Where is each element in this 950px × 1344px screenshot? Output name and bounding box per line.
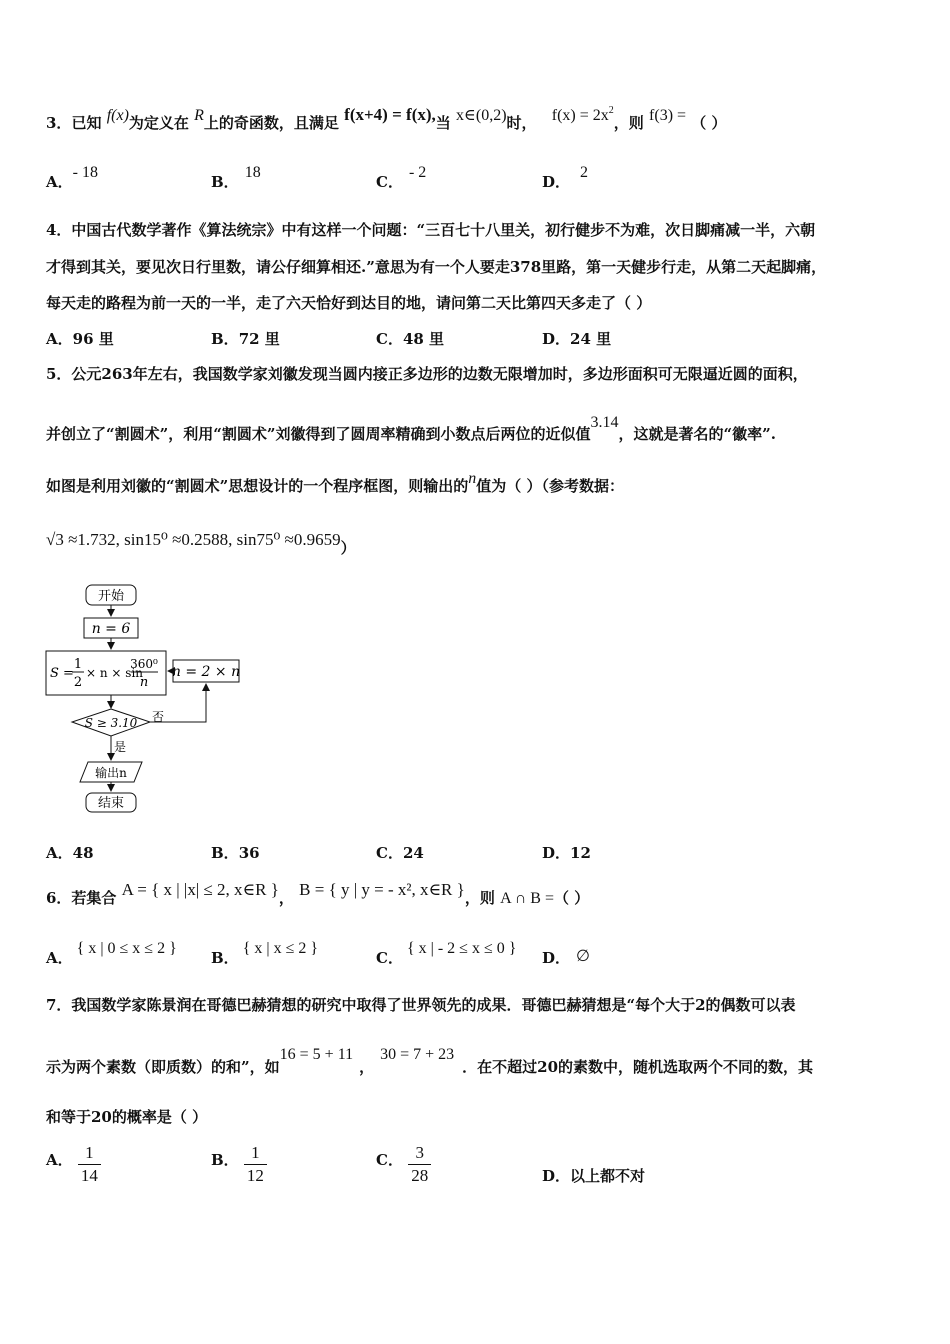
q3-option-c: C．- 2 [376,164,427,191]
q5-option-d: D．12 [542,844,591,862]
flow-formula-s: S = [50,666,74,681]
flow-decision-text: S ≥ 3.10 [84,716,138,730]
q3-ask: f(3) = [649,107,687,124]
q3-fx: f(x) [106,107,129,124]
q3-rule: $f(x) = 2x^2$ [551,105,614,124]
q6-option-a: A．{ x | 0 ≤ x ≤ 2 } [46,940,177,967]
q3-option-d: D．2 [542,164,589,191]
q4-option-b: B．72 里 [211,330,280,348]
q7-option-c-fraction: $\frac{3}{28}$ [408,1142,431,1187]
q6-option-b: B．{ x | x ≤ 2 } [211,940,319,967]
q3-option-b: B．18 [211,164,261,191]
flow-yes-label: 是 [114,740,127,754]
q7-option-a-fraction: $\frac{1}{14}$ [78,1142,101,1187]
flow-update-text: n = 2 × n [171,664,241,680]
q6-ask: A ∩ B = [500,890,554,907]
q5-line-2: 并创立了“割圆术”，利用“割圆术”刘徽得到了圆周率精确到小数点后两位的近似值3.14，这就是著名的“徽率”. [46,414,776,443]
q3-domain: x∈(0,2) [456,107,507,124]
q5-option-c: C．24 [376,844,424,862]
q3-option-a: A．- 18 [46,164,98,191]
q4-option-c: C．48 里 [376,330,445,348]
flow-no-label: 否 [152,710,165,724]
q6-set-b: B = { y | y = - x², x∈R } [299,880,465,899]
flow-formula-half-num: 1 [73,657,83,672]
q7-line-1: 7．我国数学家陈景润在哥德巴赫猜想的研究中取得了世界领先的成果．哥德巴赫猜想是“每个大于2的偶数可以表 [46,996,796,1014]
q7-option-d: D．以上都不对 [542,1167,646,1185]
q7-option-a: A． $\frac{1}{14}$ [46,1142,101,1187]
q4-line-2: 才得到其关，要见次日行里数，请公仔细算相还.”意思为有一个人要走378里路，第一天健步行走，从第二天起脚痛， [46,258,827,276]
q3-number: 3． [46,114,72,132]
q7-option-c: C． $\frac{3}{28}$ [376,1142,431,1187]
q5-line-3: 如图是利用刘徽的“割圆术”思想设计的一个程序框图，则输出的n值为（ ）（参考数据： [46,470,624,495]
q6-set-a: A = { x | |x| ≤ 2, x∈R } [121,880,279,899]
flow-formula-ang-den: n [139,675,149,690]
q4-line-3: 每天走的路程为前一天的一半，走了六天恰好到达目的地，请问第二天比第四天多走了（ ） [46,294,652,312]
q5-reference-data: √3 ≈1.732, sin15⁰ ≈0.2588, sin75⁰ ≈0.9659） [46,530,356,557]
q5-option-b: B．36 [211,844,260,862]
q5-line-1: 5．公元263年左右，我国数学家刘徽发现当圆内接正多边形的边数无限增加时，多边形面积可无限逼近圆的面积， [46,365,808,383]
q3-R: R [194,107,204,124]
q3-condition: f(x+4) = f(x), [344,105,436,124]
flow-formula-mid: × n × sin [86,666,144,680]
q7-line-2: 示为两个素数（即质数）的和”，如16 = 5 + 11，30 = 7 + 23．在不超过20的素数中，随机选取两个不同的数，其 [46,1046,814,1076]
flow-formula-ang-num: 360⁰ [130,657,158,671]
q7-line-3: 和等于20的概率是（ ） [46,1108,208,1126]
q4-option-d: D．24 里 [542,330,612,348]
q4-option-a: A．96 里 [46,330,114,348]
flow-end-text: 结束 [97,796,125,811]
question-3: 3．已知 f(x)为定义在 R上的奇函数，且满足 f(x+4) = f(x),当 x∈(0,2)时， $f(x) = 2x^2$，则 f(3) = （ ） [46,105,727,132]
q7-option-b-fraction: $\frac{1}{12}$ [244,1142,267,1187]
flow-output-text: 输出n [95,766,127,780]
flow-init-text: n = 6 [91,621,131,637]
q5-option-a: A．48 [46,844,94,862]
question-6: 6．若集合 A = { x | |x| ≤ 2, x∈R }， B = { y | y = - x², x∈R }，则 A ∩ B =（ ） [46,880,590,907]
q7-option-b: B． $\frac{1}{12}$ [211,1142,267,1187]
flow-formula-half-den: 2 [73,675,83,690]
flowchart [40,580,260,820]
q6-option-c: C．{ x | - 2 ≤ x ≤ 0 } [376,940,517,967]
q6-option-d: D． ∅ [542,948,590,967]
flow-start-text: 开始 [97,589,125,604]
q4-line-1: 4．中国古代数学著作《算法统宗》中有这样一个问题：“三百七十八里关，初行健步不为难，次日脚痛减一半，六朝 [46,221,816,239]
